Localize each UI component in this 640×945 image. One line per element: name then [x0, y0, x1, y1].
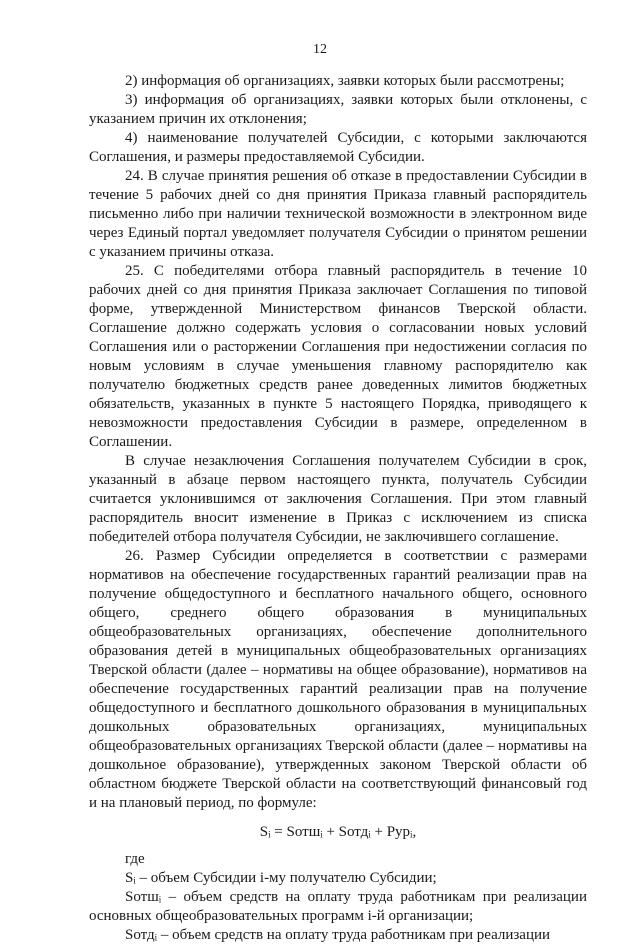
- document-body: [89, 72, 587, 945]
- where-label: где: [125, 851, 145, 867]
- clause-26: 26. Размер Субсидии определяется в соответствии с размерами нормативов на обеспечение государственных гарантий реализации прав на получение общедоступного и бесплатного начального общего, основного общего, среднего общего образования в муниципальных общеобразовательных организациях, обеспечение дополнительного образования детей в муниципальных общеобразовательных организациях Тверской области (далее – нормативы на общее образование), нормативов на обеспечение государственных гарантий реализации прав на получение общедоступного и бесплатного дошкольного образования в муниципальных дошкольных образовательных организациях, муниципальных общеобразовательных организациях Тверской области (далее – нормативы на дошкольное образование), утвержденных законом Тверской области об областном бюджете Тверской области на соответствующий финансовый год и на плановый период, по формуле:: [89, 548, 587, 811]
- subsidy-formula: Sᵢ = Sотшᵢ + Sотдᵢ + Руpᵢ,: [259, 824, 417, 840]
- list-item-3: 3) информация об организациях, заявки которых были отклонены, с указанием причин их отклонения;: [89, 92, 587, 127]
- list-item-2: 2) информация об организациях, заявки которых были рассмотрены;: [125, 73, 565, 89]
- clause-25: 25. С победителями отбора главный распорядитель в течение 10 рабочих дней со дня принятия Приказа заключает Соглашения по типовой форме, утвержденной Министерством финансов Тверской области. Соглашение должно содержать условия о согласовании новых условий Соглашения или о расторжении Соглашения при недостижении согласия по новым условиям в случае уменьшения главному распорядителю как получателю бюджетных средств ранее доведенных лимитов бюджетных обязательств, указанных в пункте 5 настоящего Порядка, приводящего к невозможности предоставления Субсидии в размере, определенном в Соглашении.: [89, 263, 587, 450]
- page-number: 12: [313, 42, 327, 57]
- definition-sotsh: Sотшᵢ – объем средств на оплату труда работникам при реализации основных общеобразовательных программ i-й организации;: [89, 889, 587, 924]
- clause-25-paragraph-2: В случае незаключения Соглашения получателем Субсидии в срок, указанный в абзаце первом настоящего пункта, получатель Субсидии считается уклонившимся от заключения Соглашения. При этом главный распорядитель вносит изменение в Приказ с исключением из списка победителей отбора получателя Субсидии, не заключившего соглашение.: [89, 453, 587, 545]
- clause-24: 24. В случае принятия решения об отказе в предоставлении Субсидии в течение 5 рабочих дней со дня принятия Приказа главный распорядитель письменно либо при наличии технической возможности в электронном виде через Единый портал уведомляет получателя Субсидии о принятом решении с указанием причины отказа.: [89, 168, 587, 260]
- definition-sotd: Sотдᵢ – объем средств на оплату труда работникам при реализации: [125, 927, 551, 943]
- list-item-4: 4) наименование получателей Субсидии, с которыми заключаются Соглашения, и размеры предоставляемой Субсидии.: [89, 130, 587, 165]
- definition-si: Sᵢ – объем Субсидии i-му получателю Субсидии;: [125, 870, 437, 886]
